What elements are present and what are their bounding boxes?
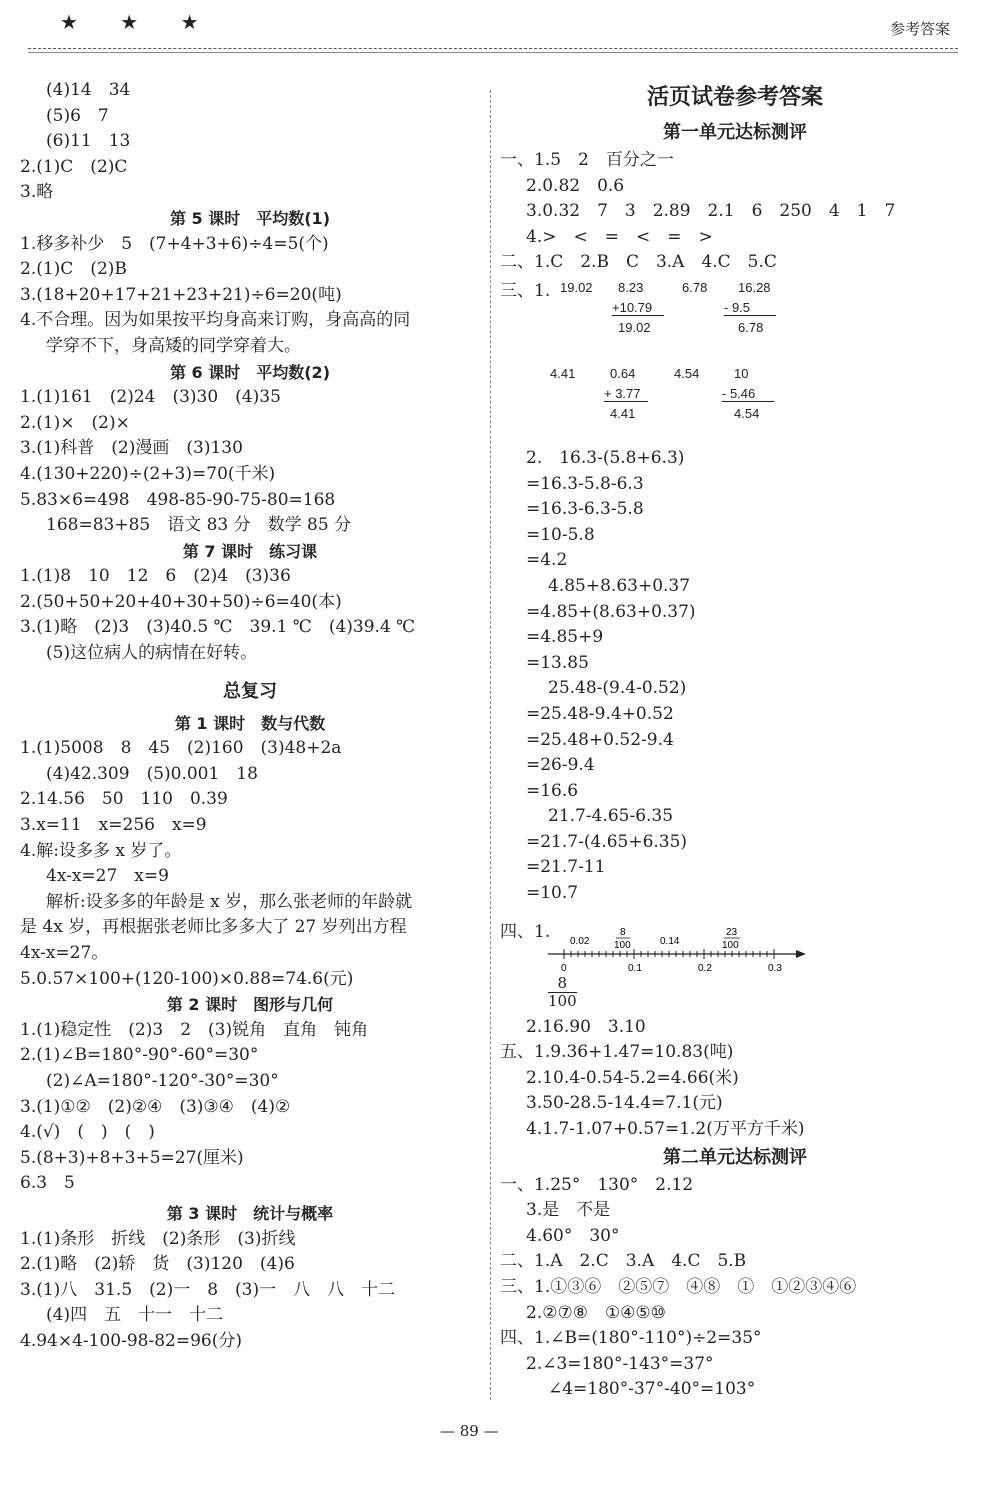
answer-line: =21.7-(4.65+6.35): [526, 831, 688, 852]
number-line-answer: [500, 907, 970, 975]
answer-line: (2)∠A=180°-120°-30°=30°: [46, 1070, 279, 1091]
calc-number: 19.02: [560, 279, 593, 295]
answer-line: 168=83+85 语文 83 分 数学 85 分: [46, 515, 352, 536]
section-title: 第 2 课时 图形与几何: [166, 995, 334, 1015]
answer-line: 25.48-(9.4-0.52): [548, 678, 687, 699]
section-title: 第 1 课时 数与代数: [174, 713, 326, 733]
answer-line: 1.(1)161 (2)24 (3)30 (4)35: [20, 387, 281, 408]
answer-line: 3.50-28.5-14.4=7.1(元): [526, 1093, 723, 1114]
answer-line: 3.(18+20+17+21+23+21)÷6=20(吨): [20, 284, 342, 305]
answer-line: 4.不合理。因为如果按平均身高来订购，身高高的同: [20, 310, 411, 331]
unit-title: 第一单元达标测评: [663, 122, 807, 143]
answer-line: 1.(1)条形 折线 (2)条形 (3)折线: [20, 1228, 296, 1249]
answer-line: 1.(1)5008 8 45 (2)160 (3)48+2a: [20, 738, 342, 759]
calc-result: 19.02: [618, 319, 651, 335]
answer-line: 解析:设多多的年龄是 x 岁，那么张老师的年龄就: [46, 891, 413, 912]
numline-axis-label: 0.3: [768, 962, 782, 974]
answer-line: 6.3 5: [20, 1173, 75, 1194]
calc-label: 三、1.: [500, 280, 551, 301]
answer-line: 2.(1)∠B=180°-90°-60°=30°: [20, 1045, 259, 1066]
answer-line: =4.85+(8.63+0.37): [526, 601, 696, 622]
numline-label: 四、1.: [500, 921, 551, 942]
fraction-answer: [500, 975, 970, 1015]
answer-line: 4.1.7-1.07+0.57=1.2(万平方千米): [526, 1119, 805, 1140]
answer-line: 五、1.9.36+1.47=10.83(吨): [500, 1042, 734, 1063]
answer-line: 2.(1)略 (2)轿 货 (3)120 (4)6: [20, 1254, 295, 1275]
answer-line: =10.7: [526, 883, 579, 904]
answer-line: 21.7-4.65-6.35: [548, 806, 674, 827]
answer-line: =21.7-11: [526, 857, 606, 878]
answer-line: 2.(1)C (2)C: [20, 156, 128, 177]
answer-line: (4)14 34: [46, 80, 131, 100]
answer-line: 5.(8+3)+8+3+5=27(厘米): [20, 1147, 244, 1168]
calc-addend: +10.79: [612, 300, 664, 316]
answer-line: =10-5.8: [526, 524, 595, 545]
answer-line: 二、1.C 2.B C 3.A 4.C 5.C: [500, 252, 777, 273]
numline-axis-label: 0: [561, 962, 567, 974]
answer-line: 2.10.4-0.54-5.2=4.66(米): [526, 1067, 739, 1088]
vertical-calc-1: [500, 276, 970, 362]
answer-line: 4.> < = < = >: [526, 226, 713, 247]
answer-line: 2.(50+50+20+40+30+50)÷6=40(本): [20, 591, 342, 612]
calc-number: 6.78: [682, 279, 708, 295]
numline-frac-den: 100: [614, 939, 631, 951]
calc-number: 10: [734, 365, 749, 381]
answer-line: 2.0.82 0.6: [526, 175, 625, 196]
number-line: [544, 907, 814, 975]
section-title: 第 6 课时 平均数(2): [169, 362, 331, 382]
answer-line: =4.2: [526, 550, 568, 571]
answer-line: 2.(1)C (2)B: [20, 259, 127, 280]
answer-line: 3.是 不是: [526, 1200, 611, 1221]
answer-line: 一、1.25° 130° 2.12: [500, 1174, 694, 1195]
answer-line: ∠4=180°-37°-40°=103°: [548, 1379, 756, 1400]
calc-addend: + 3.77: [604, 386, 648, 402]
calc-subtrahend: - 5.46: [722, 386, 774, 402]
answer-line: 3.略: [20, 182, 54, 203]
section-title: 第 3 课时 统计与概率: [166, 1203, 334, 1223]
answer-line: 3.(1)八 31.5 (2)一 8 (3)一 八 八 十二: [20, 1279, 396, 1300]
answer-line: 2.(1)× (2)×: [20, 412, 130, 433]
answer-line: =16.3-5.8-6.3: [526, 473, 644, 494]
answer-line: 3.0.32 7 3 2.89 2.1 6 250 4 1 7: [526, 201, 896, 222]
numline-tick-label: 0.14: [660, 935, 680, 947]
calc-subtrahend: - 9.5: [724, 300, 776, 316]
calc-number: 4.41: [550, 365, 576, 381]
answer-line: =25.48-9.4+0.52: [526, 703, 674, 724]
calc-result: 4.41: [610, 405, 636, 421]
header-rule: [28, 48, 958, 49]
unit-title: 第二单元达标测评: [663, 1146, 807, 1168]
calc-number: 4.54: [674, 365, 700, 381]
numline-frac-num: 8: [620, 926, 626, 938]
calc-result: 6.78: [738, 319, 764, 335]
answer-line: 4.(130+220)÷(2+3)=70(千米): [20, 463, 276, 484]
answer-line: 1.移多补少 5 (7+4+3+6)÷4=5(个): [20, 233, 329, 254]
answer-line: 2.16.90 3.10: [526, 1016, 646, 1037]
review-title: 总复习: [223, 680, 277, 702]
section-title: 第 5 课时 平均数(1): [169, 208, 331, 228]
answer-line: =16.3-6.3-5.8: [526, 499, 644, 520]
answer-line: =16.6: [526, 780, 579, 801]
answer-line: 4.(√) ( ) ( ): [20, 1122, 155, 1143]
answer-line: 5.0.57×100+(120-100)×0.88=74.6(元): [20, 968, 354, 989]
calc-number: 16.28: [738, 279, 771, 295]
answer-line: 1.(1)8 10 12 6 (2)4 (3)36: [20, 566, 291, 587]
numline-tick-label: 0.02: [570, 935, 590, 947]
answer-line: 4.85+8.63+0.37: [548, 575, 691, 596]
answer-line: 2.∠3=180°-143°=37°: [526, 1353, 714, 1374]
answer-line: 三、1.①③⑥ ②⑤⑦ ④⑧ ① ①②③④⑥: [500, 1277, 857, 1297]
answer-line: 一、1.5 2 百分之一: [500, 150, 674, 170]
answer-line: =4.85+9: [526, 627, 604, 648]
answer-line: 2.②⑦⑧ ①④⑤⑩: [526, 1302, 666, 1323]
page-number: — 89 —: [440, 1422, 499, 1440]
answer-line: 3.(1)①② (2)②④ (3)③④ (4)②: [20, 1096, 291, 1117]
answer-line: =25.48+0.52-9.4: [526, 729, 674, 750]
answer-line: (4)四 五 十一 十二: [46, 1305, 224, 1326]
answer-line: 4.94×4-100-98-82=96(分): [20, 1330, 242, 1351]
answer-line: =13.85: [526, 652, 589, 673]
answer-line: =26-9.4: [526, 755, 595, 776]
right-column: [500, 78, 970, 1403]
answer-line: 2. 16.3-(5.8+6.3): [526, 447, 685, 468]
fraction-denominator: 100: [548, 991, 577, 1010]
answer-line: 5.83×6=498 498-85-90-75-80=168: [20, 489, 336, 510]
answer-line: 3.(1)科普 (2)漫画 (3)130: [20, 438, 243, 459]
calc-result: 4.54: [734, 405, 760, 421]
answer-line: 3.(1)略 (2)3 (3)40.5 ℃ 39.1 ℃ (4)39.4 ℃: [20, 617, 416, 638]
answer-line: 4.解:设多多 x 岁了。: [20, 840, 182, 861]
column-divider: [490, 90, 491, 1400]
answer-line: 4x-x=27 x=9: [46, 866, 169, 887]
vertical-calc-2: [500, 362, 970, 446]
answer-line: 3.x=11 x=256 x=9: [20, 815, 207, 836]
numline-axis-label: 0.2: [698, 962, 712, 974]
numline-frac-num: 23: [726, 926, 738, 938]
main-title: 活页试卷参考答案: [646, 85, 823, 110]
header-rule-2: [28, 52, 958, 53]
answer-line: 是 4x 岁，再根据张老师比多多大了 27 岁列出方程: [20, 917, 407, 938]
answer-line: 4x-x=27。: [20, 943, 109, 963]
answer-line: 4.60° 30°: [526, 1225, 620, 1246]
answer-line: 四、1.∠B=(180°-110°)÷2=35°: [500, 1328, 762, 1349]
answer-line: (6)11 13: [46, 131, 131, 152]
answer-line: 1.(1)稳定性 (2)3 2 (3)锐角 直角 钝角: [20, 1019, 369, 1040]
calc-number: 0.64: [610, 365, 636, 381]
answer-line: (5)6 7: [46, 105, 109, 126]
numline-frac-den: 100: [722, 939, 739, 951]
calc-number: 8.23: [618, 279, 644, 295]
answer-line: 2.14.56 50 110 0.39: [20, 789, 228, 810]
answer-line: (5)这位病人的病情在好转。: [46, 643, 258, 664]
answer-line: (4)42.309 (5)0.001 18: [46, 763, 258, 784]
header-stars: ★ ★ ★: [60, 10, 217, 34]
fraction-numerator: 8: [548, 975, 577, 993]
section-title: 第 7 课时 练习课: [182, 541, 318, 561]
answer-line: 二、1.A 2.C 3.A 4.C 5.B: [500, 1251, 747, 1272]
numline-axis-label: 0.1: [628, 962, 642, 974]
answer-line: 学穿不下，身高矮的同学穿着大。: [46, 335, 301, 356]
left-column: [20, 78, 480, 1355]
header-title: 参考答案: [889, 20, 950, 38]
